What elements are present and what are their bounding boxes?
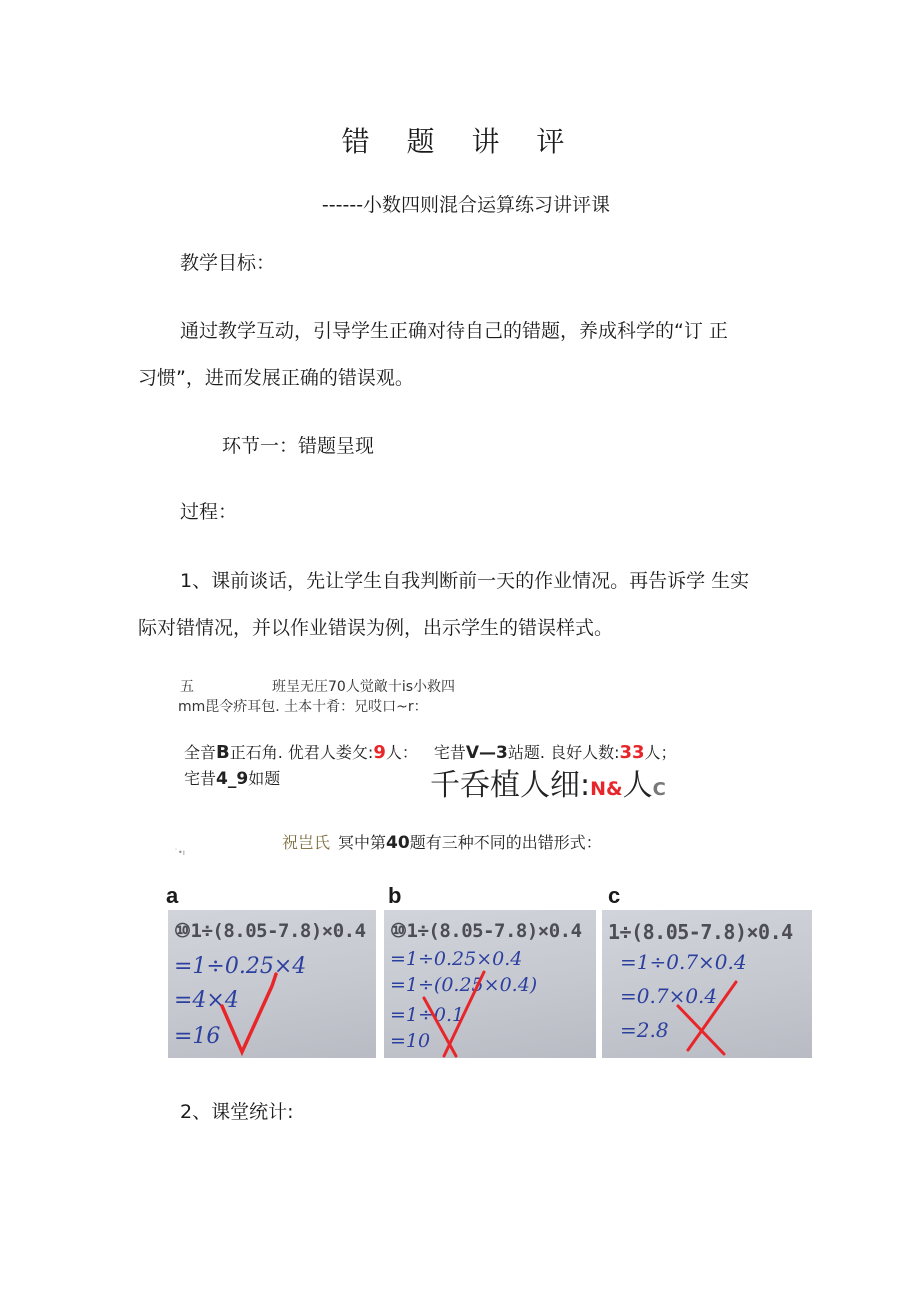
section-heading: 环节一：错题呈现 [222,435,375,457]
step1-text-line2: 际对错情况，并以作业错误为例，出示学生的错误样式。 [138,617,614,639]
sample-c-photo: 1÷(8.05-7.8)×0.4 =1÷0.7×0.4 =0.7×0.4 =2.8 [602,910,812,1058]
goal-text-line1: 通过教学互动，引导学生正确对待自己的错题，养成科学的“订 正 [180,320,728,342]
goal-heading: 教学目标： [180,252,276,274]
scan-line1-prefix: 五 [180,679,194,695]
process-heading: 过程： [180,501,238,523]
sample-a-label: a [166,883,179,908]
step2-heading: 2、课堂统计: [180,1101,294,1123]
step1-text-line1: 1、课前谈话，先让学生自我判断前一天的作业情况。再告诉学 生实 [180,570,750,592]
cross-mark-icon [384,910,596,1058]
sample-b-photo: ⑩1÷(8.05-7.8)×0.4 =1÷0.25×0.4 =1÷(0.25×0.4) =1÷0.1 =10 [384,910,596,1058]
scan-artifact: ˙•ı [174,848,185,857]
scan-line2: mm毘令疥耳包. 土本十肴：兄哎口~r： [178,699,428,715]
scan-error-forms-line: 祝岂氏 冥中第40题有三种不同的出错形式： [282,833,602,853]
sample-b-label: b [388,883,402,908]
page-subtitle: ------小数四则混合运算练习讲评课 [321,194,611,216]
scan-large-line: 千呑植人细:N&人C [430,768,666,803]
sample-c-label: c [608,883,621,908]
scan-line1: 班呈无圧70人觉敵十is小救四 [272,679,455,695]
cross-mark-icon [602,910,812,1058]
scan-wrong-line: 宅昔4_9如题 [184,769,281,789]
check-mark-icon [168,910,376,1058]
sample-a-photo: ⑩1÷(8.05-7.8)×0.4 =1÷0.25×4 =4×4 =16 [168,910,376,1058]
page-title: 错 题 讲 评 [341,125,579,158]
goal-text-line2: 习惯”，进而发展正确的错误观。 [138,367,414,389]
scan-stats-line: 全音B正石角. 优君人娄攵:9人： 宅昔V—3站题. 良好人数:33人； [184,742,677,763]
